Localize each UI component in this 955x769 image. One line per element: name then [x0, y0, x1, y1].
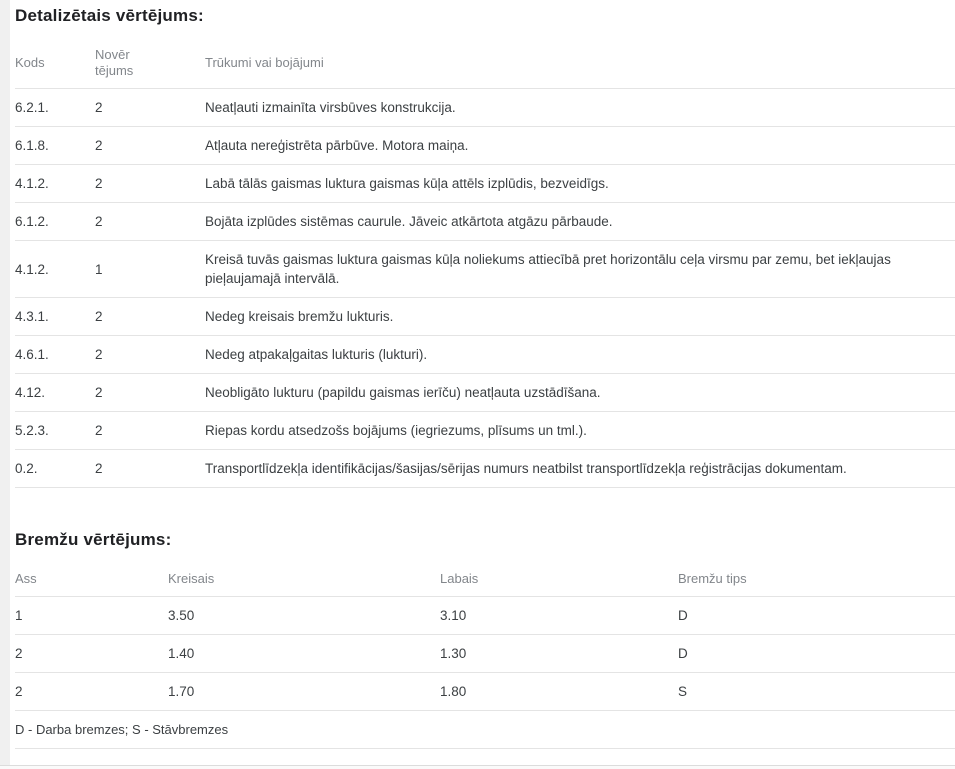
column-header-code: Kods	[15, 55, 45, 70]
left-value-cell: 1.70	[168, 684, 195, 699]
brake-type-cell: D	[678, 646, 688, 661]
defect-code-cell: 6.2.1.	[15, 100, 49, 115]
rating-cell: 2	[95, 100, 103, 115]
left-value-cell: 3.50	[168, 608, 195, 623]
defect-code-cell: 5.2.3.	[15, 423, 49, 438]
table-row	[15, 165, 955, 203]
rating-cell: 2	[95, 214, 103, 229]
defect-description-cell: Transportlīdzekļa identifikācijas/šasijas/sērijas numurs neatbilst transportlīdzekļa reģistrācijas dokumentam.	[205, 461, 847, 476]
brake-type-legend: D - Darba bremzes; S - Stāvbremzes	[15, 722, 229, 737]
table-row	[15, 241, 955, 298]
right-value-cell: 1.80	[440, 684, 467, 699]
rating-cell: 2	[95, 347, 103, 362]
rating-cell: 2	[95, 138, 103, 153]
defect-description-cell: Bojāta izplūdes sistēmas caurule. Jāveic atkārtota atgāzu pārbaude.	[205, 214, 613, 229]
table-row	[15, 673, 955, 711]
defect-description-cell: Atļauta nereģistrēta pārbūve. Motora maiņa.	[205, 138, 469, 153]
rating-cell: 1	[95, 261, 103, 277]
axle-cell: 2	[15, 684, 23, 699]
table-row	[15, 127, 955, 165]
table-row	[15, 298, 955, 336]
brake-assessment-table	[15, 562, 955, 749]
column-header-axle: Ass	[15, 571, 37, 586]
defect-description-cell: Nedeg kreisais bremžu lukturis.	[205, 309, 394, 324]
defect-description-cell: Nedeg atpakaļgaitas lukturis (lukturi).	[205, 347, 428, 362]
table-row	[15, 374, 955, 412]
defect-code-cell: 4.6.1.	[15, 347, 49, 362]
defect-code-cell: 0.2.	[15, 461, 38, 476]
table-row	[15, 597, 955, 635]
detailed-table-body	[15, 89, 955, 488]
brake-assessment-title: Bremžu vērtējums:	[15, 530, 172, 549]
report-content	[15, 0, 955, 749]
column-header-brake-type: Bremžu tips	[678, 571, 747, 586]
defect-description-cell: Neatļauti izmainīta virsbūves konstrukcija.	[205, 100, 456, 115]
detailed-assessment-table	[15, 38, 955, 488]
rating-cell: 2	[95, 309, 103, 324]
rating-cell: 2	[95, 423, 103, 438]
table-row	[15, 635, 955, 673]
right-value-cell: 3.10	[440, 608, 467, 623]
table-row	[15, 336, 955, 374]
table-row	[15, 412, 955, 450]
table-row	[15, 203, 955, 241]
defect-description-cell: Labā tālās gaismas luktura gaismas kūļa attēls izplūdis, bezveidīgs.	[205, 176, 609, 191]
defect-code-cell: 4.1.2.	[15, 261, 49, 277]
brake-table-body	[15, 597, 955, 711]
brake-table-header-row	[15, 562, 955, 597]
defect-description-cell: Kreisā tuvās gaismas luktura gaismas kūļa noliekums attiecībā pret horizontālu ceļa virsmu par zemu, bet iekļaujas pieļaujamajā intervālā.	[205, 252, 891, 286]
column-header-defects: Trūkumi vai bojājumi	[205, 55, 324, 70]
defect-code-cell: 6.1.2.	[15, 214, 49, 229]
rating-cell: 2	[95, 176, 103, 191]
rating-cell: 2	[95, 385, 103, 400]
detailed-assessment-title: Detalizētais vērtējums:	[15, 6, 204, 25]
defect-code-cell: 4.3.1.	[15, 309, 49, 324]
brake-assessment-section	[15, 530, 955, 749]
column-header-right: Labais	[440, 571, 479, 586]
axle-cell: 1	[15, 608, 23, 623]
left-value-cell: 1.40	[168, 646, 195, 661]
defect-code-cell: 4.1.2.	[15, 176, 49, 191]
column-header-left: Kreisais	[168, 571, 215, 586]
table-row	[15, 89, 955, 127]
defect-description-cell: Riepas kordu atsedzošs bojājums (iegriezums, plīsums un tml.).	[205, 423, 587, 438]
defect-description-cell: Neobligāto lukturu (papildu gaismas ierīču) neatļauta uzstādīšana.	[205, 385, 601, 400]
brake-type-cell: S	[678, 684, 688, 699]
defect-code-cell: 4.12.	[15, 385, 46, 400]
brake-legend-row	[15, 711, 955, 749]
page-left-gutter	[0, 0, 10, 769]
rating-cell: 2	[95, 461, 103, 476]
table-row	[15, 450, 955, 488]
brake-type-cell: D	[678, 608, 688, 623]
detailed-table-header-row	[15, 38, 955, 89]
detailed-assessment-section	[15, 6, 955, 488]
right-value-cell: 1.30	[440, 646, 467, 661]
column-header-rating: Novēr tējums	[95, 47, 134, 78]
defect-code-cell: 6.1.8.	[15, 138, 49, 153]
axle-cell: 2	[15, 646, 23, 661]
